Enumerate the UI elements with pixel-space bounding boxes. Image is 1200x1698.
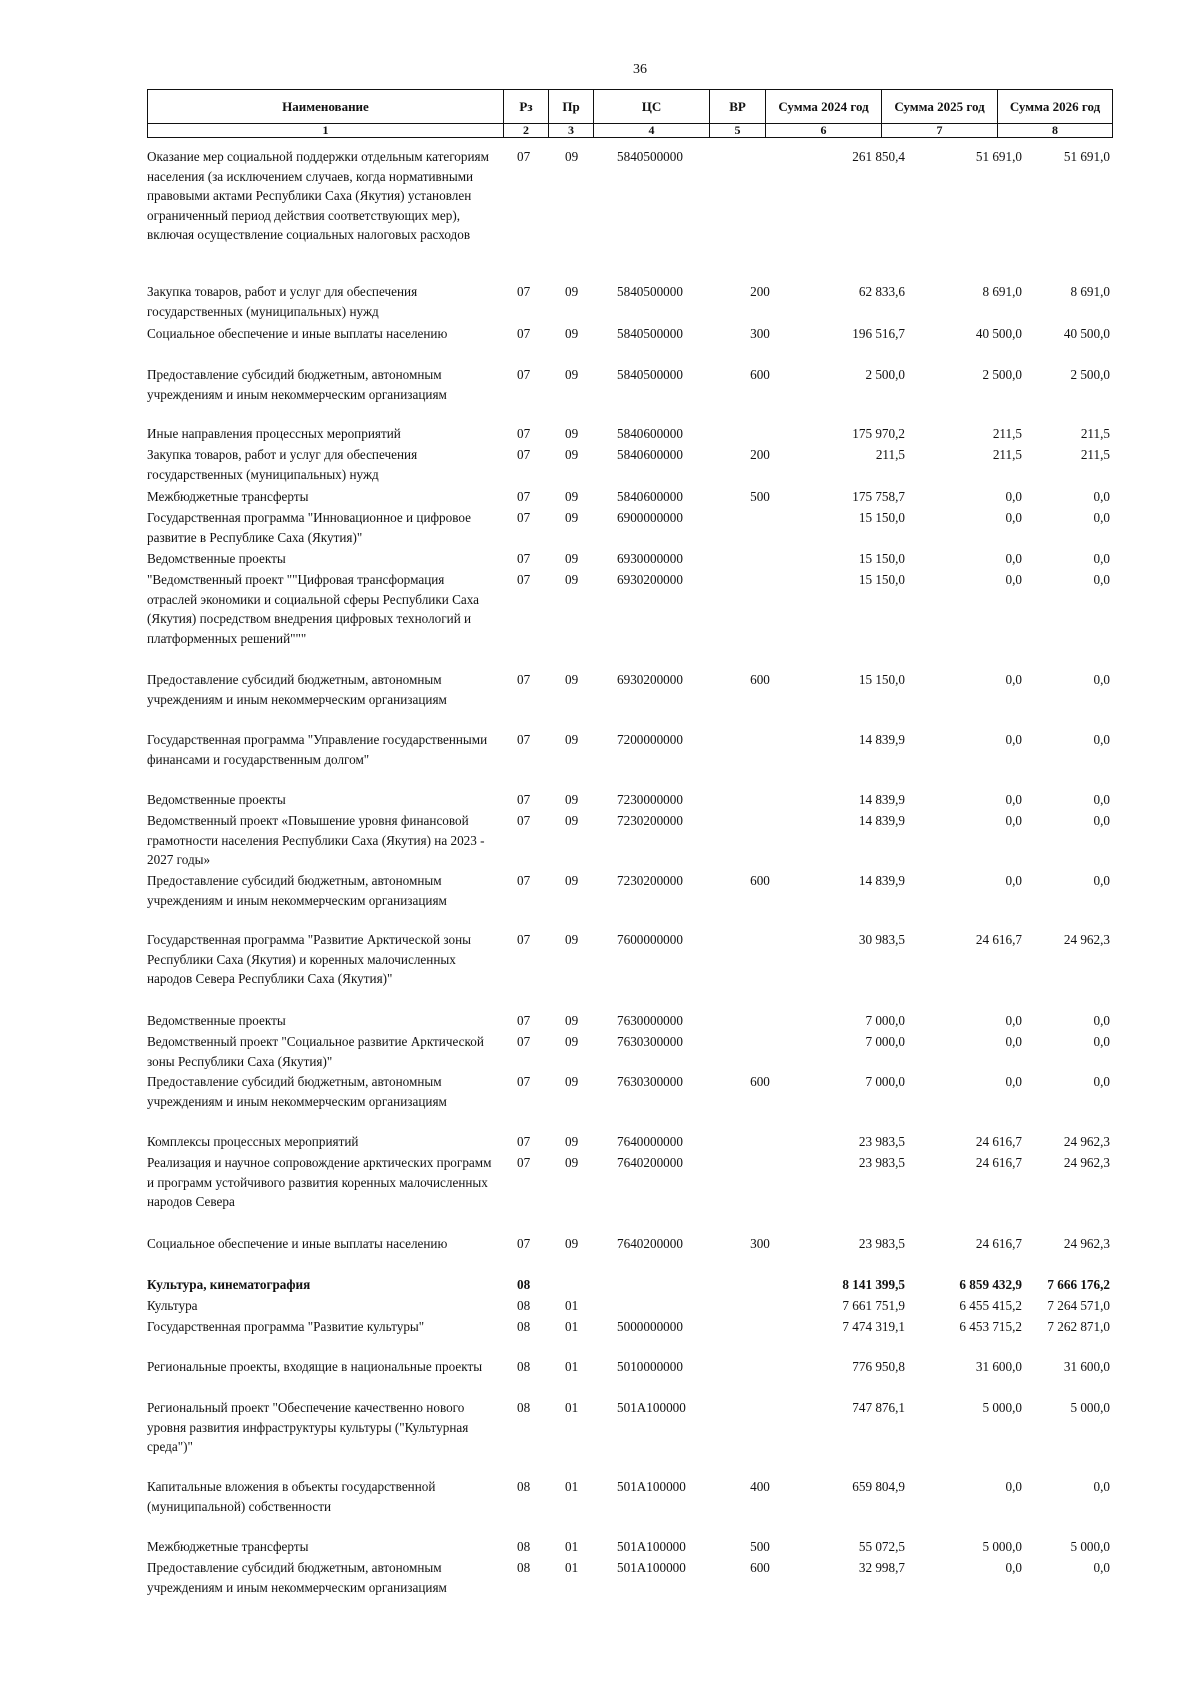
row-sum-2025: 0,0 — [1005, 813, 1022, 828]
row-sum-2025: 24 616,7 — [975, 1134, 1022, 1149]
header-vr: ВР — [710, 90, 766, 124]
row-sum-2026: 2 500,0 — [1070, 367, 1110, 382]
row-pr: 01 — [565, 1539, 579, 1554]
row-pr: 09 — [565, 672, 579, 687]
row-sum-2024: 2 500,0 — [865, 367, 905, 382]
row-pr: 09 — [565, 1236, 579, 1251]
row-cs: 5840500000 — [617, 326, 683, 341]
row-sum-2026: 24 962,3 — [1063, 1134, 1110, 1149]
row-sum-2024: 14 839,9 — [858, 873, 905, 888]
row-sum-2024: 23 983,5 — [858, 1134, 905, 1149]
row-sum-2026: 0,0 — [1093, 551, 1110, 566]
row-sum-2024: 175 758,7 — [852, 489, 905, 504]
row-rz: 07 — [517, 326, 531, 341]
row-cs: 501A100000 — [617, 1539, 686, 1554]
header-name: Наименование — [148, 90, 504, 124]
row-sum-2025: 0,0 — [1005, 732, 1022, 747]
row-rz: 07 — [517, 572, 531, 587]
row-sum-2024: 261 850,4 — [852, 149, 905, 164]
row-rz: 08 — [517, 1277, 531, 1292]
row-vr: 600 — [750, 367, 770, 382]
row-pr: 09 — [565, 326, 579, 341]
row-rz: 07 — [517, 284, 531, 299]
row-cs: 6930000000 — [617, 551, 683, 566]
header-number: 7 — [882, 124, 998, 138]
row-sum-2026: 40 500,0 — [1063, 326, 1110, 341]
row-sum-2025: 0,0 — [1005, 672, 1022, 687]
row-sum-2026: 7 264 571,0 — [1047, 1298, 1110, 1313]
row-sum-2024: 23 983,5 — [858, 1236, 905, 1251]
row-cs: 501A100000 — [617, 1400, 686, 1415]
row-pr: 09 — [565, 792, 579, 807]
row-pr: 09 — [565, 367, 579, 382]
row-rz: 08 — [517, 1400, 531, 1415]
row-rz: 07 — [517, 1236, 531, 1251]
row-pr: 09 — [565, 149, 579, 164]
row-name: "Ведомственный проект ""Цифровая трансформация отраслей экономики и социальной сферы Республики Саха (Якутия) посредством внедрения цифровых технологий и платформенных решений""" — [147, 572, 480, 646]
row-name: Оказание мер социальной поддержки отдельным категориям населения (за исключением случаев, когда нормативными правовыми актами Республики Саха (Якутия) установлен ограниченный период действия соответствующих мер), включая осуществление социальных налоговых расходов — [147, 149, 489, 242]
row-pr: 01 — [565, 1560, 579, 1575]
row-sum-2024: 15 150,0 — [858, 551, 905, 566]
row-sum-2025: 0,0 — [1005, 792, 1022, 807]
row-rz: 08 — [517, 1319, 531, 1334]
row-pr: 09 — [565, 572, 579, 587]
row-cs: 6930200000 — [617, 572, 683, 587]
row-sum-2026: 24 962,3 — [1063, 932, 1110, 947]
page-number: 36 — [633, 62, 647, 77]
row-name: Предоставление субсидий бюджетным, автономным учреждениям и иным некоммерческим организациям — [147, 672, 447, 707]
row-rz: 07 — [517, 367, 531, 382]
row-cs: 6900000000 — [617, 510, 683, 525]
row-sum-2024: 776 950,8 — [852, 1359, 905, 1374]
row-vr: 200 — [750, 447, 770, 462]
row-rz: 07 — [517, 1074, 531, 1089]
row-pr: 09 — [565, 732, 579, 747]
row-sum-2026: 31 600,0 — [1063, 1359, 1110, 1374]
row-rz: 07 — [517, 426, 531, 441]
table-header — [147, 89, 1113, 138]
row-pr: 01 — [565, 1319, 579, 1334]
row-sum-2025: 2 500,0 — [982, 367, 1022, 382]
header-sum-2024: Сумма 2024 год — [766, 90, 882, 124]
row-sum-2024: 15 150,0 — [858, 672, 905, 687]
row-rz: 07 — [517, 1155, 531, 1170]
row-rz: 07 — [517, 489, 531, 504]
row-name: Ведомственные проекты — [147, 551, 286, 566]
header-sum-2025: Сумма 2025 год — [882, 90, 998, 124]
row-sum-2025: 6 455 415,2 — [959, 1298, 1022, 1313]
row-sum-2024: 175 970,2 — [852, 426, 905, 441]
row-cs: 5000000000 — [617, 1319, 683, 1334]
header-number: 2 — [504, 124, 549, 138]
row-rz: 08 — [517, 1560, 531, 1575]
row-sum-2025: 24 616,7 — [975, 1155, 1022, 1170]
row-rz: 07 — [517, 447, 531, 462]
row-name: Государственная программа "Развитие культуры" — [147, 1319, 425, 1334]
row-name: Региональный проект "Обеспечение качественно нового уровня развития инфраструктуры культуры ("Культурная среда")" — [147, 1400, 469, 1454]
row-pr: 01 — [565, 1400, 579, 1415]
row-vr: 300 — [750, 326, 770, 341]
row-rz: 07 — [517, 551, 531, 566]
row-name: Государственная программа "Управление государственными финансами и государственным долгом" — [147, 732, 488, 767]
row-sum-2026: 0,0 — [1093, 792, 1110, 807]
header-cs: ЦС — [594, 90, 710, 124]
row-pr: 01 — [565, 1298, 579, 1313]
row-pr: 09 — [565, 284, 579, 299]
row-name: Иные направления процессных мероприятий — [147, 426, 401, 441]
row-sum-2025: 0,0 — [1005, 572, 1022, 587]
header-pr: Пр — [549, 90, 594, 124]
row-sum-2025: 211,5 — [992, 426, 1022, 441]
header-sum-2026: Сумма 2026 год — [998, 90, 1113, 124]
row-sum-2025: 0,0 — [1005, 489, 1022, 504]
row-sum-2026: 211,5 — [1080, 426, 1110, 441]
row-sum-2025: 0,0 — [1005, 551, 1022, 566]
row-vr: 500 — [750, 1539, 770, 1554]
row-sum-2025: 0,0 — [1005, 510, 1022, 525]
row-vr: 400 — [750, 1479, 770, 1494]
row-sum-2025: 0,0 — [1005, 1034, 1022, 1049]
row-sum-2025: 6 453 715,2 — [959, 1319, 1022, 1334]
row-name: Комплексы процессных мероприятий — [147, 1134, 359, 1149]
row-cs: 7230200000 — [617, 813, 683, 828]
row-rz: 08 — [517, 1539, 531, 1554]
row-sum-2025: 6 859 432,9 — [959, 1277, 1022, 1292]
row-sum-2026: 7 262 871,0 — [1047, 1319, 1110, 1334]
row-rz: 07 — [517, 792, 531, 807]
row-sum-2024: 15 150,0 — [858, 572, 905, 587]
header-number: 8 — [998, 124, 1113, 138]
row-name: Государственная программа "Инновационное и цифровое развитие в Республике Саха (Якутия)" — [147, 510, 471, 545]
row-rz: 08 — [517, 1298, 531, 1313]
row-rz: 07 — [517, 672, 531, 687]
row-cs: 5840500000 — [617, 149, 683, 164]
row-sum-2025: 24 616,7 — [975, 932, 1022, 947]
row-name: Предоставление субсидий бюджетным, автономным учреждениям и иным некоммерческим организациям — [147, 1560, 447, 1595]
row-name: Культура — [147, 1298, 198, 1313]
row-sum-2026: 0,0 — [1093, 1013, 1110, 1028]
row-name: Закупка товаров, работ и услуг для обеспечения государственных (муниципальных) нужд — [147, 447, 418, 482]
row-pr: 09 — [565, 1013, 579, 1028]
row-sum-2026: 0,0 — [1093, 1034, 1110, 1049]
row-rz: 07 — [517, 1034, 531, 1049]
row-sum-2026: 0,0 — [1093, 732, 1110, 747]
row-sum-2026: 0,0 — [1093, 873, 1110, 888]
header-number: 3 — [549, 124, 594, 138]
row-sum-2025: 31 600,0 — [975, 1359, 1022, 1374]
row-sum-2024: 7 000,0 — [865, 1074, 905, 1089]
row-name: Межбюджетные трансферты — [147, 1539, 309, 1554]
header-number: 4 — [594, 124, 710, 138]
row-pr: 09 — [565, 551, 579, 566]
row-cs: 5840600000 — [617, 489, 683, 504]
row-name: Предоставление субсидий бюджетным, автономным учреждениям и иным некоммерческим организациям — [147, 873, 447, 908]
row-pr: 09 — [565, 447, 579, 462]
row-sum-2026: 0,0 — [1093, 1074, 1110, 1089]
row-pr: 09 — [565, 813, 579, 828]
row-name: Государственная программа "Развитие Арктической зоны Республики Саха (Якутия) и коренных малочисленных народов Севера Республики Саха (Якутия)" — [147, 932, 471, 986]
row-rz: 07 — [517, 813, 531, 828]
row-sum-2024: 7 000,0 — [865, 1034, 905, 1049]
row-name: Ведомственные проекты — [147, 1013, 286, 1028]
row-vr: 200 — [750, 284, 770, 299]
row-name: Межбюджетные трансферты — [147, 489, 309, 504]
row-sum-2026: 24 962,3 — [1063, 1236, 1110, 1251]
row-sum-2024: 62 833,6 — [858, 284, 905, 299]
row-sum-2024: 7 000,0 — [865, 1013, 905, 1028]
row-sum-2024: 14 839,9 — [858, 792, 905, 807]
row-sum-2026: 0,0 — [1093, 672, 1110, 687]
row-rz: 07 — [517, 1134, 531, 1149]
row-sum-2024: 8 141 399,5 — [842, 1277, 905, 1292]
row-rz: 07 — [517, 510, 531, 525]
row-cs: 7640000000 — [617, 1134, 683, 1149]
row-cs: 501A100000 — [617, 1560, 686, 1575]
row-sum-2024: 14 839,9 — [858, 732, 905, 747]
row-rz: 08 — [517, 1359, 531, 1374]
row-sum-2025: 5 000,0 — [982, 1400, 1022, 1415]
row-name: Капитальные вложения в объекты государственной (муниципальной) собственности — [147, 1479, 436, 1514]
row-sum-2026: 0,0 — [1093, 489, 1110, 504]
row-cs: 7600000000 — [617, 932, 683, 947]
row-sum-2026: 0,0 — [1093, 572, 1110, 587]
row-sum-2024: 7 661 751,9 — [842, 1298, 905, 1313]
row-sum-2025: 0,0 — [1005, 1074, 1022, 1089]
row-sum-2026: 24 962,3 — [1063, 1155, 1110, 1170]
row-vr: 600 — [750, 1560, 770, 1575]
row-pr: 09 — [565, 510, 579, 525]
row-sum-2026: 211,5 — [1080, 447, 1110, 462]
row-sum-2025: 211,5 — [992, 447, 1022, 462]
row-name: Предоставление субсидий бюджетным, автономным учреждениям и иным некоммерческим организациям — [147, 367, 447, 402]
row-sum-2024: 15 150,0 — [858, 510, 905, 525]
row-cs: 501A100000 — [617, 1479, 686, 1494]
row-name: Социальное обеспечение и иные выплаты населению — [147, 1236, 448, 1251]
row-name: Ведомственный проект «Повышение уровня финансовой грамотности населения Республики Саха (Якутия) на 2023 - 2027 годы» — [147, 813, 485, 867]
row-sum-2024: 7 474 319,1 — [842, 1319, 905, 1334]
row-sum-2025: 51 691,0 — [975, 149, 1022, 164]
row-pr: 01 — [565, 1359, 579, 1374]
row-sum-2026: 7 666 176,2 — [1047, 1277, 1110, 1292]
row-sum-2026: 5 000,0 — [1070, 1539, 1110, 1554]
header-number: 6 — [766, 124, 882, 138]
row-pr: 09 — [565, 489, 579, 504]
row-sum-2025: 24 616,7 — [975, 1236, 1022, 1251]
header-number: 1 — [148, 124, 504, 138]
row-name: Реализация и научное сопровождение арктических программ и программ устойчивого развития коренных малочисленных народов Севера — [147, 1155, 492, 1209]
row-name: Закупка товаров, работ и услуг для обеспечения государственных (муниципальных) нужд — [147, 284, 418, 319]
row-pr: 09 — [565, 1034, 579, 1049]
row-sum-2025: 0,0 — [1005, 1479, 1022, 1494]
row-sum-2024: 32 998,7 — [858, 1560, 905, 1575]
row-cs: 5840500000 — [617, 367, 683, 382]
row-name: Ведомственный проект "Социальное развитие Арктической зоны Республики Саха (Якутия)" — [147, 1034, 484, 1069]
row-sum-2025: 40 500,0 — [975, 326, 1022, 341]
row-sum-2024: 23 983,5 — [858, 1155, 905, 1170]
row-cs: 5840600000 — [617, 447, 683, 462]
row-cs: 7630300000 — [617, 1034, 683, 1049]
row-sum-2024: 30 983,5 — [858, 932, 905, 947]
row-sum-2024: 659 804,9 — [852, 1479, 905, 1494]
row-vr: 600 — [750, 672, 770, 687]
row-pr: 01 — [565, 1479, 579, 1494]
row-sum-2026: 0,0 — [1093, 813, 1110, 828]
row-sum-2024: 211,5 — [875, 447, 905, 462]
row-sum-2026: 0,0 — [1093, 1479, 1110, 1494]
row-sum-2026: 51 691,0 — [1063, 149, 1110, 164]
row-rz: 07 — [517, 873, 531, 888]
row-rz: 07 — [517, 732, 531, 747]
row-sum-2024: 14 839,9 — [858, 813, 905, 828]
row-pr: 09 — [565, 932, 579, 947]
row-name: Ведомственные проекты — [147, 792, 286, 807]
row-sum-2025: 8 691,0 — [982, 284, 1022, 299]
row-sum-2026: 8 691,0 — [1070, 284, 1110, 299]
row-vr: 600 — [750, 873, 770, 888]
row-rz: 07 — [517, 932, 531, 947]
row-cs: 5010000000 — [617, 1359, 683, 1374]
row-name: Социальное обеспечение и иные выплаты населению — [147, 326, 448, 341]
row-name: Предоставление субсидий бюджетным, автономным учреждениям и иным некоммерческим организациям — [147, 1074, 447, 1109]
row-cs: 7640200000 — [617, 1236, 683, 1251]
row-cs: 5840500000 — [617, 284, 683, 299]
row-sum-2025: 0,0 — [1005, 873, 1022, 888]
row-sum-2025: 0,0 — [1005, 1013, 1022, 1028]
row-rz: 07 — [517, 1013, 531, 1028]
row-sum-2024: 747 876,1 — [852, 1400, 905, 1415]
row-cs: 7640200000 — [617, 1155, 683, 1170]
row-cs: 6930200000 — [617, 672, 683, 687]
row-sum-2025: 0,0 — [1005, 1560, 1022, 1575]
row-sum-2026: 5 000,0 — [1070, 1400, 1110, 1415]
row-pr: 09 — [565, 1155, 579, 1170]
row-cs: 7230200000 — [617, 873, 683, 888]
row-vr: 500 — [750, 489, 770, 504]
row-vr: 600 — [750, 1074, 770, 1089]
row-name: Региональные проекты, входящие в национальные проекты — [147, 1359, 483, 1374]
row-cs: 7630300000 — [617, 1074, 683, 1089]
row-pr: 09 — [565, 426, 579, 441]
row-pr: 09 — [565, 1074, 579, 1089]
row-cs: 7230000000 — [617, 792, 683, 807]
row-sum-2025: 5 000,0 — [982, 1539, 1022, 1554]
row-pr: 09 — [565, 873, 579, 888]
row-cs: 7200000000 — [617, 732, 683, 747]
row-pr: 09 — [565, 1134, 579, 1149]
row-vr: 300 — [750, 1236, 770, 1251]
row-cs: 7630000000 — [617, 1013, 683, 1028]
row-rz: 08 — [517, 1479, 531, 1494]
row-sum-2026: 0,0 — [1093, 1560, 1110, 1575]
header-number: 5 — [710, 124, 766, 138]
row-rz: 07 — [517, 149, 531, 164]
row-name: Культура, кинематография — [147, 1277, 311, 1292]
header-rz: Рз — [504, 90, 549, 124]
row-sum-2024: 196 516,7 — [852, 326, 905, 341]
row-cs: 5840600000 — [617, 426, 683, 441]
row-sum-2024: 55 072,5 — [858, 1539, 905, 1554]
row-sum-2026: 0,0 — [1093, 510, 1110, 525]
